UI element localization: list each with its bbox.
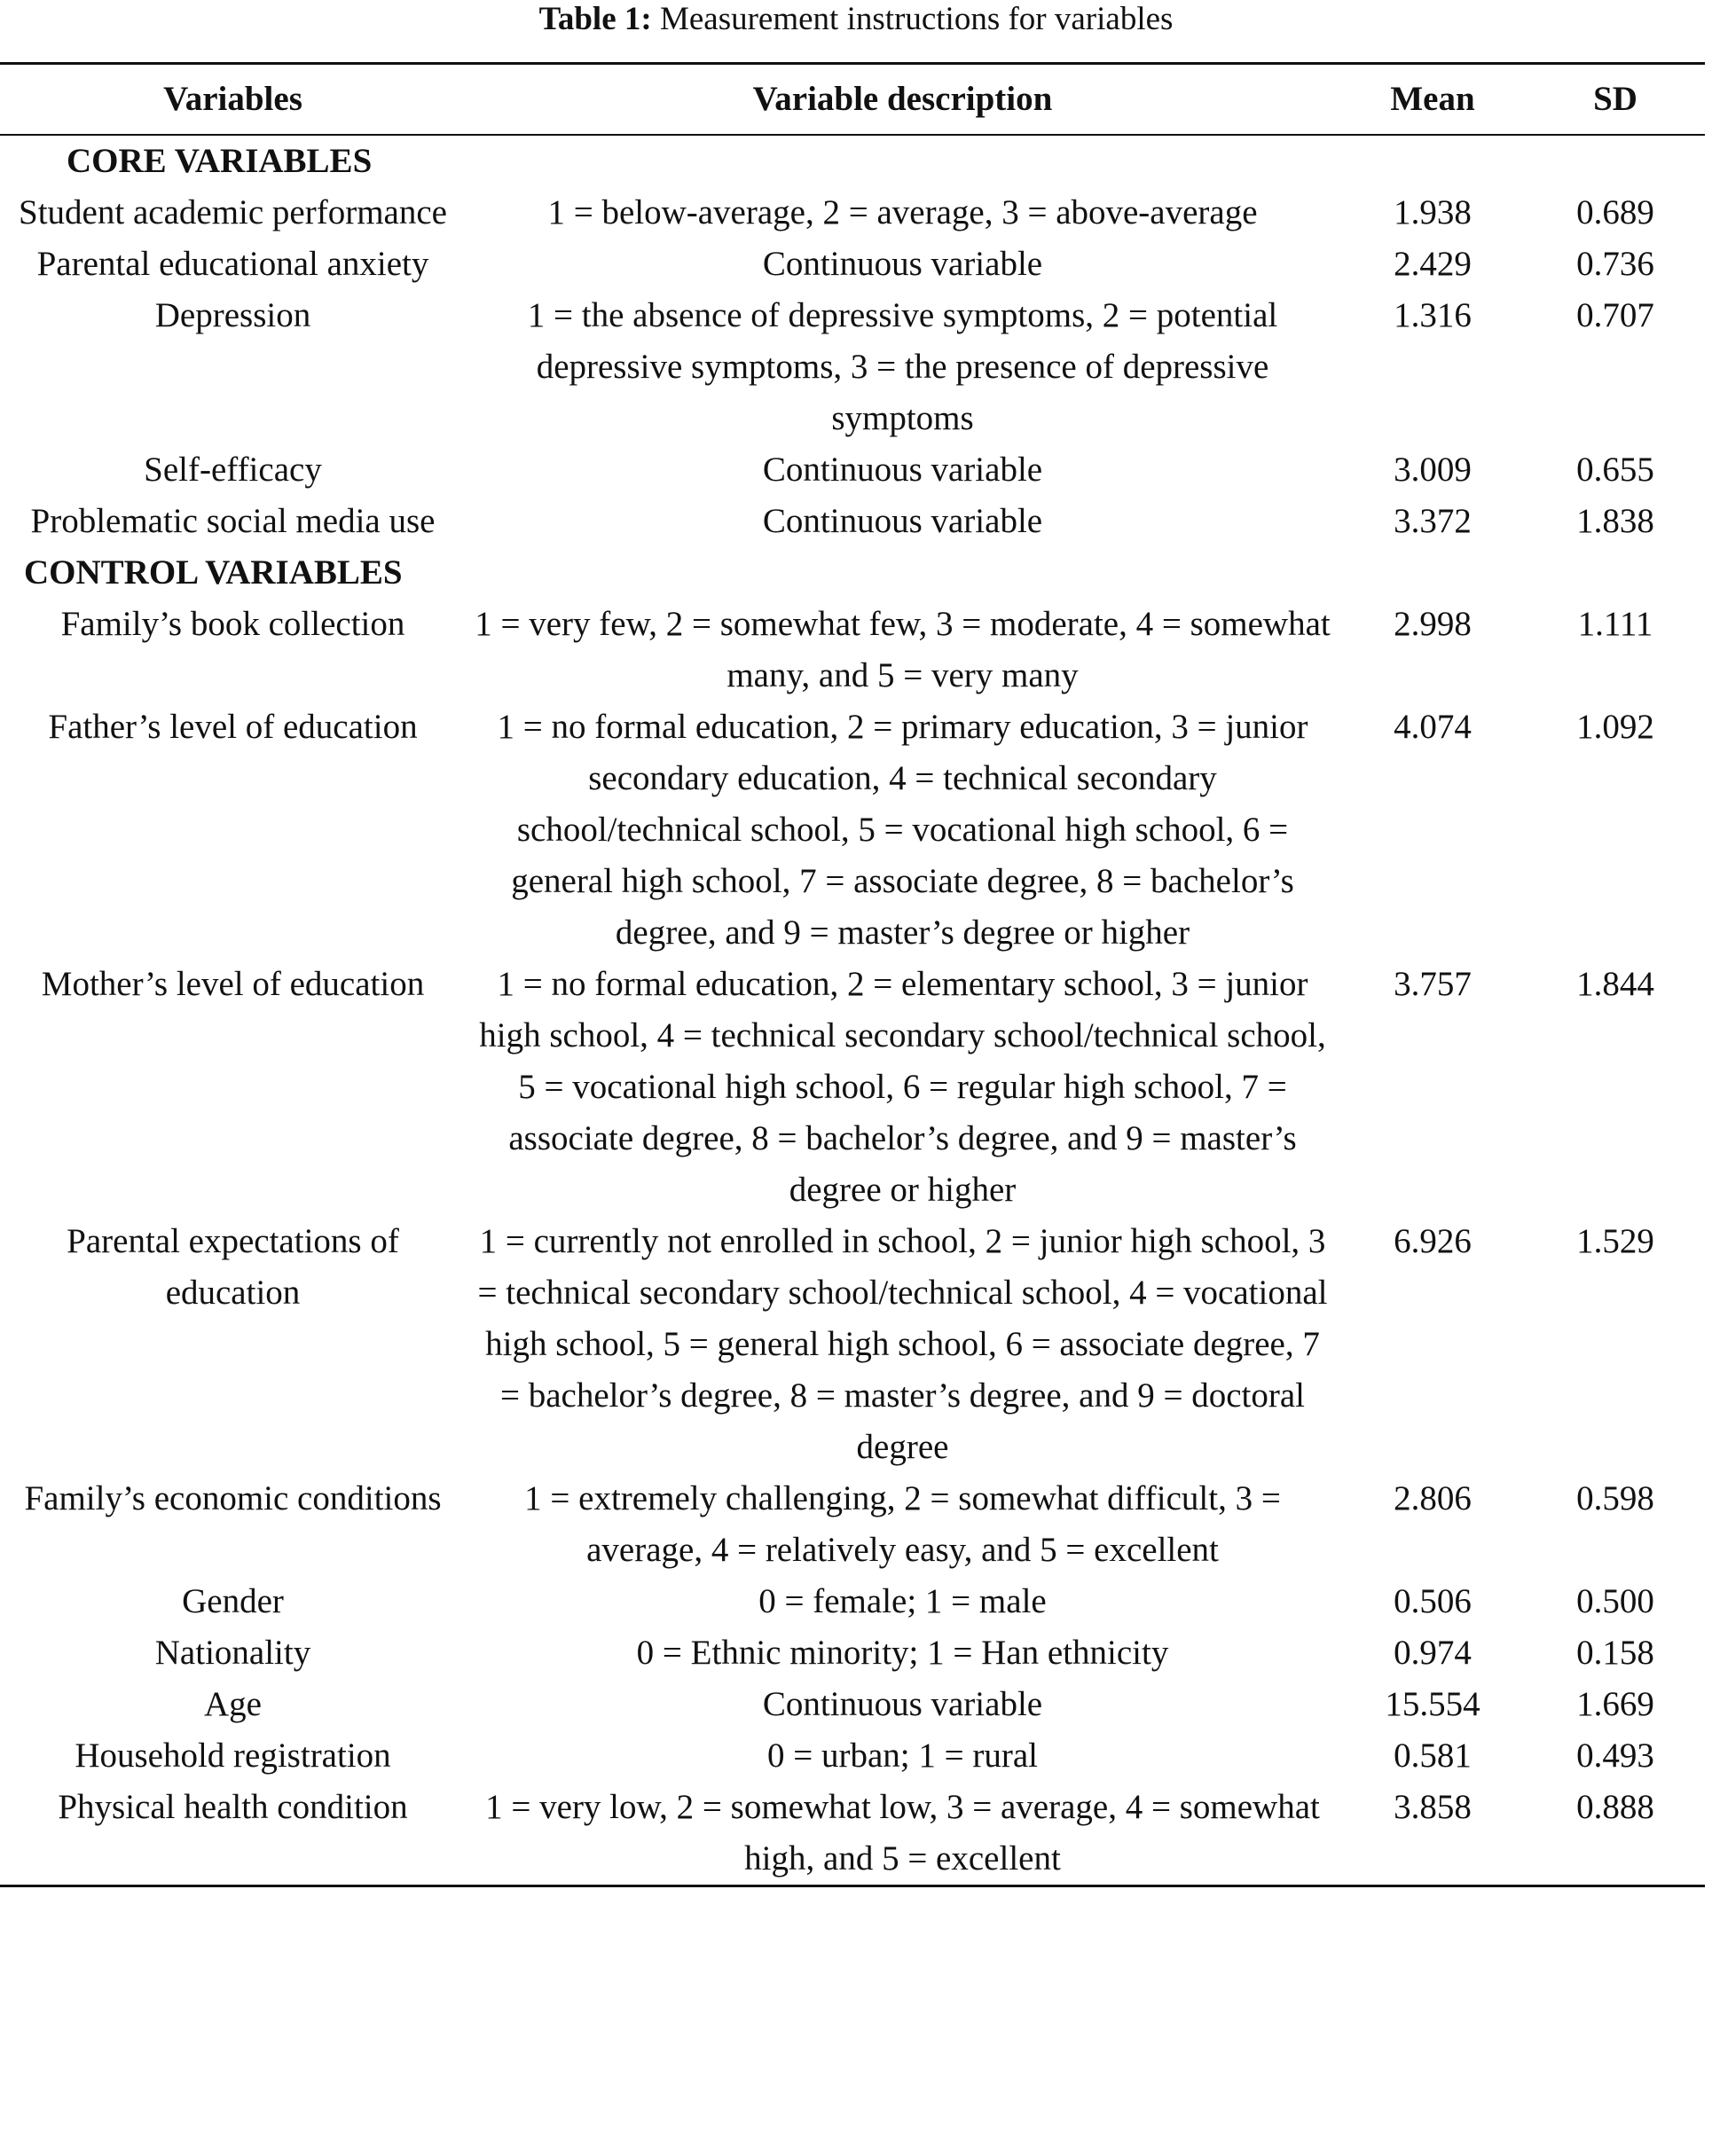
header-variables: Variables [0, 64, 466, 136]
description-cell: 0 = urban; 1 = rural [767, 1737, 1038, 1775]
table-row [0, 959, 1705, 1216]
table-row [0, 1627, 1705, 1679]
sd-cell: 0.655 [1576, 451, 1654, 489]
mean-cell: 3.757 [1394, 965, 1472, 1003]
description-cell: 1 = the absence of depressive symptoms, 2 = potential depressive symptoms, 3 = the presence of depressive symptoms [527, 296, 1278, 437]
table-caption [0, 0, 1712, 39]
description-cell: 1 = no formal education, 2 = elementary school, 3 = junior high school, 4 = technical secondary school/technical school, 5 = vocational high school, 6 = regular high school, 7 = associate degree, 8 = bachelor’s degree, and 9 = master’s degree or higher [479, 965, 1326, 1209]
sd-cell: 1.111 [1577, 605, 1653, 643]
mean-cell: 0.506 [1394, 1582, 1472, 1620]
mean-cell: 3.858 [1394, 1788, 1472, 1826]
variable-cell: Self-efficacy [144, 451, 322, 489]
variable-cell: Depression [154, 296, 311, 334]
header-sd: SD [1526, 64, 1705, 136]
section-row-control [0, 547, 1705, 599]
table-row [0, 1473, 1705, 1576]
table-row [0, 444, 1705, 496]
description-cell: 1 = no formal education, 2 = primary education, 3 = junior secondary education, 4 = technical secondary school/technical school, 5 = vocational high school, 6 = general high school, 7 = associate degree, 8 = bachelor’s degree, and 9 = master’s degree or higher [497, 708, 1308, 952]
sd-cell: 0.707 [1576, 296, 1654, 334]
header-mean: Mean [1339, 64, 1526, 136]
sd-cell: 1.838 [1576, 502, 1654, 540]
mean-cell: 3.372 [1394, 502, 1472, 540]
measurement-table [0, 62, 1705, 1887]
sd-cell: 0.888 [1576, 1788, 1654, 1826]
sd-cell: 0.598 [1576, 1479, 1654, 1517]
variable-cell: Student academic performance [19, 193, 447, 231]
table-row [0, 239, 1705, 290]
mean-cell: 2.998 [1394, 605, 1472, 643]
sd-cell: 0.500 [1576, 1582, 1654, 1620]
description-cell: Continuous variable [762, 245, 1043, 283]
sd-cell: 0.493 [1576, 1737, 1654, 1775]
description-cell: 1 = very few, 2 = somewhat few, 3 = moderate, 4 = somewhat many, and 5 = very many [475, 605, 1331, 694]
table-row [0, 187, 1705, 239]
mean-cell: 0.581 [1394, 1737, 1472, 1775]
table-row [0, 702, 1705, 959]
table-row [0, 496, 1705, 547]
variable-cell: Mother’s level of education [41, 965, 425, 1003]
table-row [0, 1679, 1705, 1730]
sd-cell: 1.669 [1576, 1685, 1654, 1723]
variable-cell: Family’s economic conditions [24, 1479, 442, 1517]
table-row [0, 1216, 1705, 1473]
mean-cell: 0.974 [1394, 1634, 1472, 1672]
variable-cell: Nationality [154, 1634, 311, 1672]
table-row [0, 1730, 1705, 1782]
description-cell: Continuous variable [762, 502, 1043, 540]
variable-cell: Household registration [75, 1737, 391, 1775]
table-row [0, 1782, 1705, 1886]
variable-cell: Father’s level of education [48, 708, 418, 746]
section-title-control: CONTROL VARIABLES [24, 553, 403, 592]
caption-text: Measurement instructions for variables [659, 1, 1174, 37]
sd-cell: 0.158 [1576, 1634, 1654, 1672]
caption-label: Table 1: [538, 1, 652, 37]
sd-cell: 1.529 [1576, 1222, 1654, 1260]
description-cell: 1 = below-average, 2 = average, 3 = above-average [547, 193, 1258, 231]
section-title-core: CORE VARIABLES [67, 142, 373, 180]
sd-cell: 0.736 [1576, 245, 1654, 283]
variable-cell: Age [204, 1685, 262, 1723]
header-row [0, 64, 1705, 136]
table-body [0, 135, 1705, 1886]
mean-cell: 2.429 [1394, 245, 1472, 283]
description-cell: 1 = currently not enrolled in school, 2 = junior high school, 3 = technical secondary school/technical school, 4 = vocational high school, 5 = general high school, 6 = associate degree, 7 = bachelor’s degree, 8 = master’s degree, and 9 = doctoral degree [477, 1222, 1328, 1466]
mean-cell: 6.926 [1394, 1222, 1472, 1260]
variable-cell: Problematic social media use [30, 502, 436, 540]
sd-cell: 1.844 [1576, 965, 1654, 1003]
description-cell: 1 = extremely challenging, 2 = somewhat difficult, 3 = average, 4 = relatively easy, and 5 = excellent [524, 1479, 1281, 1569]
variable-cell: Physical health condition [58, 1788, 408, 1826]
description-cell: 1 = very low, 2 = somewhat low, 3 = average, 4 = somewhat high, and 5 = excellent [485, 1788, 1320, 1878]
variable-cell: Family’s book collection [60, 605, 405, 643]
section-row-core [0, 135, 1705, 187]
mean-cell: 1.316 [1394, 296, 1472, 334]
variable-cell: Parental expectations of education [67, 1222, 399, 1312]
description-cell: Continuous variable [762, 451, 1043, 489]
table-row [0, 290, 1705, 444]
variable-cell: Gender [182, 1582, 284, 1620]
description-cell: 0 = Ethnic minority; 1 = Han ethnicity [636, 1634, 1169, 1672]
description-cell: 0 = female; 1 = male [758, 1582, 1047, 1620]
header-description: Variable description [466, 64, 1339, 136]
mean-cell: 2.806 [1394, 1479, 1472, 1517]
table-row [0, 1576, 1705, 1627]
variable-cell: Parental educational anxiety [36, 245, 429, 283]
mean-cell: 4.074 [1394, 708, 1472, 746]
table-row [0, 599, 1705, 702]
description-cell: Continuous variable [762, 1685, 1043, 1723]
mean-cell: 15.554 [1385, 1685, 1480, 1723]
mean-cell: 3.009 [1394, 451, 1472, 489]
sd-cell: 0.689 [1576, 193, 1654, 231]
mean-cell: 1.938 [1394, 193, 1472, 231]
sd-cell: 1.092 [1576, 708, 1654, 746]
table-header [0, 64, 1705, 136]
